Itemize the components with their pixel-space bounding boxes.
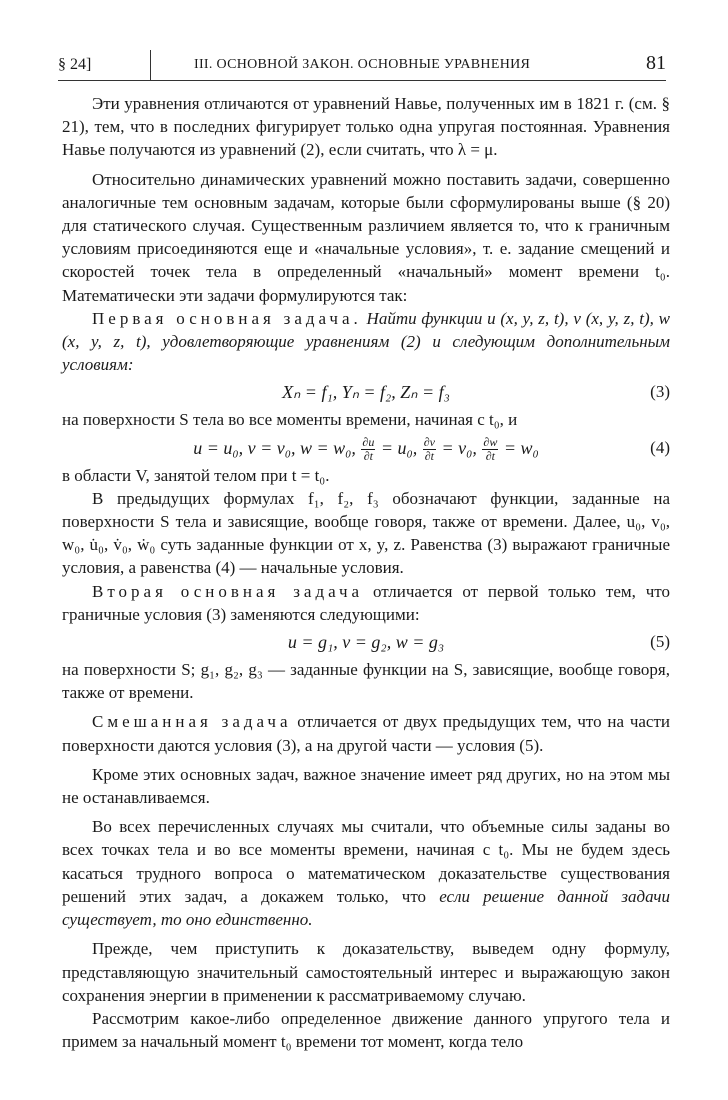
equation-3 (62, 376, 670, 408)
body-text (62, 92, 670, 1053)
paragraph-dynamic-problems: Относительно динамических уравнений можно поставить задачи, совершенно аналогичные тем основным задачам, которые были сформулированы выше (§ 20) для статического случая. Существенным различием является то, что к граничным условиям присоединяются еще и «начальные условия», т. е. задание смещений и скоростей точек тела в определенный «начальный» момент времени t₀. Математически эти задачи формулируются так: (62, 169, 670, 305)
equation-5-number: (5) (650, 632, 670, 652)
paragraph-second-problem (62, 580, 670, 626)
running-head (58, 50, 666, 82)
equation-4-rhs-3: = w₀ (503, 437, 539, 458)
fraction-numerator: ∂u (362, 435, 375, 450)
paragraph-mixed-problem (62, 710, 670, 756)
equation-4 (62, 432, 670, 464)
paragraph-energy: Прежде, чем приступить к доказательству, выведем одну формулу, представляющую значительный самостоятельный интерес и выражающую закон сохранения энергии в применении к рассматриваемому случаю. (62, 939, 670, 1005)
equation-4-rhs-1: = u₀, (380, 437, 418, 458)
paragraph-navier: Эти уравнения отличаются от уравнений Навье, полученных им в 1821 г. (см. § 21), тем, что в последних фигурирует только одна упругая постоянная. Уравнения Навье получаются из уравнений (2), если считать, что λ = μ. (62, 94, 670, 160)
second-problem-statement: отличается от первой только тем, что граничные условия (3) заменяются следующими: (62, 581, 671, 624)
header-rule (58, 80, 666, 81)
header-divider (150, 50, 151, 80)
mixed-problem-statement: отличается от двух предыдущих тем, что на части поверхности даются условия (3), а на другой части — условия (5). (62, 712, 670, 755)
fraction-denominator: ∂t (485, 449, 496, 464)
chapter-title: III. ОСНОВНОЙ ЗАКОН. ОСНОВНЫЕ УРАВНЕНИЯ (194, 57, 531, 72)
equation-4-body (62, 432, 670, 464)
fraction-numerator: ∂w (483, 435, 498, 450)
equation-5 (62, 626, 670, 658)
paragraph-uniqueness (62, 815, 670, 931)
paragraph-other-problems: Кроме этих основных задач, важное значение имеет ряд других, но на этом мы не останавливаемся. (62, 764, 670, 808)
text-after-equation-3: на поверхности S тела во все моменты времени, начиная с t₀, и (62, 410, 518, 430)
paragraph-first-problem (62, 307, 670, 377)
text-after-equation-5: на поверхности S; g₁, g₂, g₃ — заданные функции на S, зависящие, вообще говоря, также от времени. (62, 660, 670, 703)
equation-3-body: Xₙ = f₁, Yₙ = f₂, Zₙ = f₃ (282, 382, 450, 403)
fraction-denominator: ∂t (363, 449, 373, 464)
second-problem-heading: Вторая основная задача (92, 581, 364, 601)
paragraph-notation: В предыдущих формулах f₁, f₂, f₃ обозначают функции, заданные на поверхности S тела и зависящие, вообще говоря, также от времени. Далее, u₀, v₀, w₀, u̇₀, v̇₀, ẇ₀ суть заданные функции от x, y, z. Равенства (3) выражают граничные условия, а равенства (4) — начальные условия. (62, 488, 670, 578)
uniqueness-theorem: если решение данной задачи существует, то оно единственно. (62, 886, 670, 930)
fraction-denominator: ∂t (424, 449, 435, 464)
equation-3-number: (3) (650, 382, 670, 402)
fraction-dw-dt (482, 436, 498, 463)
equation-4-left: u = u₀, v = v₀, w = w₀, (193, 437, 356, 458)
uniqueness-text: Во всех перечисленных случаях мы считали, что объемные силы заданы во всех точках тела и во все моменты времени, начиная с t₀. Мы не будем здесь касаться трудного вопроса о математическом доказательстве существования решений этих задач, а докажем только, что (62, 817, 670, 906)
equation-5-body: u = g₁, v = g₂, w = g₃ (287, 632, 445, 653)
fraction-du-dt (361, 436, 375, 463)
first-problem-statement: Найти функции u (x, y, z, t), v (x, y, z, t), w (x, y, z, t), удовлетворяющие уравнениям (2) и следующим дополнительным условиям: (62, 308, 670, 375)
equation-4-rhs-2: = v₀, (441, 437, 477, 458)
page-number: 81 (646, 52, 666, 74)
equation-4-number: (4) (650, 437, 670, 457)
paragraph-motion: Рассмотрим какое-либо определенное движение данного упругого тела и примем за начальный момент t₀ времени тот момент, когда тело (62, 1008, 670, 1052)
section-marker: § 24] (58, 56, 92, 73)
text-after-equation-4: в области V, занятой телом при t = t₀. (62, 465, 330, 485)
first-problem-heading: Первая основная задача. (92, 308, 362, 328)
fraction-dv-dt (423, 436, 436, 463)
mixed-problem-heading: Смешанная задача (92, 712, 292, 732)
fraction-numerator: ∂v (423, 435, 436, 450)
